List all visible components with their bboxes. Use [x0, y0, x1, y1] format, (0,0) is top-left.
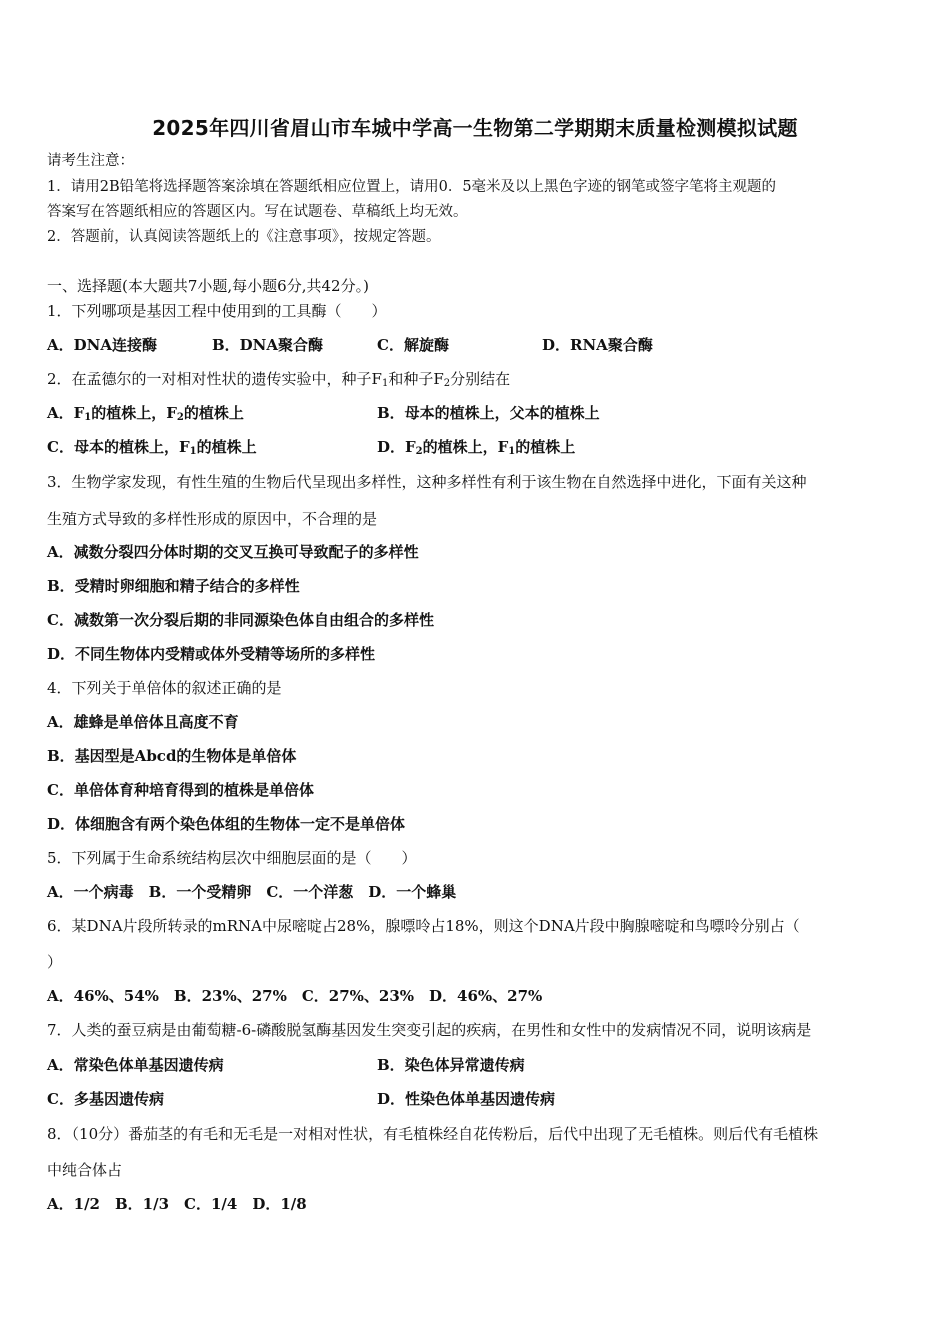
question-2-option-d: D．$F_2$的植株上，$F_1$的植株上	[377, 438, 576, 457]
question-2-stem: 2．在孟德尔的一对相对性状的遗传实验中，种子$F_1$和种子$F_2$分别结在	[47, 370, 511, 389]
question-4-option-b: B．基因型是Abcd的生物体是单倍体	[47, 747, 297, 765]
question-2-option-a: A．$F_1$的植株上，$F_2$的植株上	[47, 404, 244, 423]
question-3-option-b: B．受精时卵细胞和精子结合的多样性	[47, 577, 300, 595]
question-7-option-c: C．多基因遗传病	[47, 1090, 164, 1108]
question-1-option-b: B．DNA聚合酶	[212, 336, 324, 354]
question-7-option-d: D．性染色体单基因遗传病	[377, 1090, 556, 1108]
question-5-stem: 5．下列属于生命系统结构层次中细胞层面的是（ ）	[47, 849, 417, 867]
page-title: 2025年四川省眉山市车城中学高一生物第二学期期末质量检测模拟试题	[152, 116, 798, 140]
notice-line-2: 2．答题前，认真阅读答题纸上的《注意事项》，按规定答题。	[47, 229, 441, 245]
question-6-stem-line-1: 6．某DNA片段所转录的mRNA中尿嘧啶占28%，腺嘌呤占18%，则这个DNA片段中胸腺嘧啶和鸟嘌呤分别占（	[47, 917, 800, 935]
question-4-stem: 4．下列关于单倍体的叙述正确的是	[47, 679, 282, 697]
notice-line-1b: 答案写在答题纸相应的答题区内。写在试题卷、草稿纸上均无效。	[47, 204, 468, 220]
question-3-option-a: A．减数分裂四分体时期的交叉互换可导致配子的多样性	[47, 543, 419, 561]
question-3-stem-line-2: 生殖方式导致的多样性形成的原因中，不合理的是	[47, 510, 378, 528]
section-heading: 一、选择题(本大题共7小题,每小题6分,共42分。)	[47, 277, 369, 295]
question-4-option-d: D．体细胞含有两个染色体组的生物体一定不是单倍体	[47, 815, 406, 833]
question-3-option-d: D．不同生物体内受精或体外受精等场所的多样性	[47, 645, 376, 663]
question-7-stem: 7．人类的蚕豆病是由葡萄糖-6-磷酸脱氢酶基因发生突变引起的疾病，在男性和女性中的发病情况不同，说明该病是	[47, 1021, 812, 1039]
question-4-option-a: A．雄蜂是单倍体且高度不育	[47, 713, 239, 731]
question-1-option-a: A．DNA连接酶	[47, 336, 157, 354]
question-2-option-c: C．母本的植株上，$F_1$的植株上	[47, 438, 257, 457]
question-7-option-a: A．常染色体单基因遗传病	[47, 1056, 224, 1074]
question-6-stem-line-2: ）	[47, 953, 63, 971]
question-1-option-c: C．解旋酶	[377, 336, 449, 354]
question-8-stem-line-2: 中纯合体占	[47, 1161, 123, 1179]
question-8-options: A．1/2 B．1/3 C．1/4 D．1/8	[47, 1195, 307, 1213]
question-3-stem-line-1: 3．生物学家发现，有性生殖的生物后代呈现出多样性，这种多样性有利于该生物在自然选择中进化，下面有关这种	[47, 473, 807, 491]
question-7-option-b: B．染色体异常遗传病	[377, 1056, 525, 1074]
question-6-options: A．46%、54% B．23%、27% C．27%、23% D．46%、27%	[47, 987, 543, 1005]
question-1-stem: 1．下列哪项是基因工程中使用到的工具酶（ ）	[47, 302, 387, 320]
notice-line-1a: 1．请用2B铅笔将选择题答案涂填在答题纸相应位置上，请用0．5毫米及以上黑色字迹的钢笔或签字笔将主观题的	[47, 179, 777, 195]
question-1-option-d: D．RNA聚合酶	[542, 336, 653, 354]
question-2-option-b: B．母本的植株上，父本的植株上	[377, 404, 600, 422]
question-4-option-c: C．单倍体育种培育得到的植株是单倍体	[47, 781, 314, 799]
question-8-stem-line-1: 8．（10分）番茄茎的有毛和无毛是一对相对性状，有毛植株经自花传粉后，后代中出现了无毛植株。则后代有毛植株	[47, 1125, 819, 1143]
notice-heading: 请考生注意：	[47, 153, 134, 169]
question-5-options: A．一个病毒 B．一个受精卵 C．一个洋葱 D．一个蜂巢	[47, 883, 457, 901]
question-3-option-c: C．减数第一次分裂后期的非同源染色体自由组合的多样性	[47, 611, 434, 629]
